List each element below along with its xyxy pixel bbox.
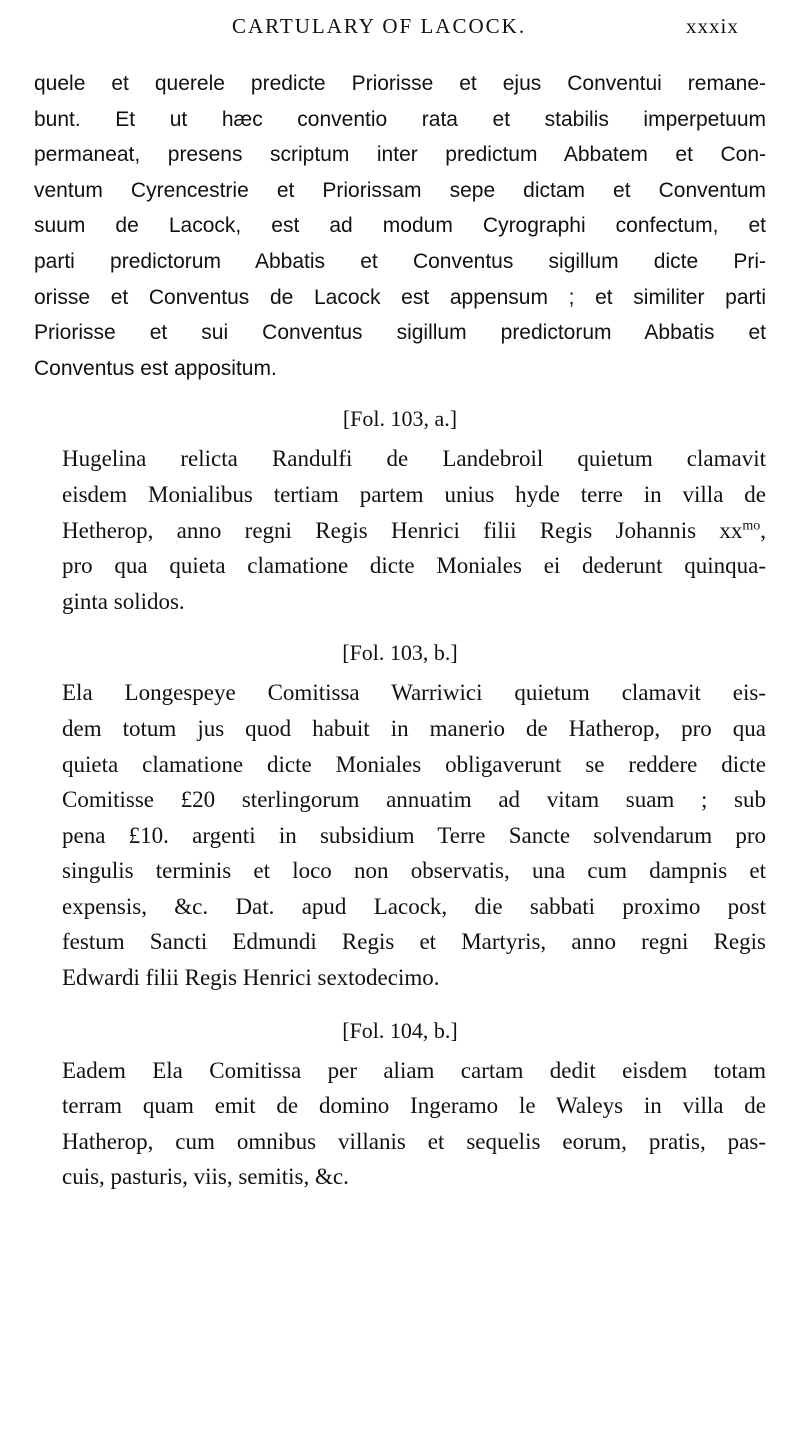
paragraph-3	[34, 675, 766, 995]
text-line: eisdem Monialibus tertiam partem unius hyde terre in villa de	[62, 481, 766, 507]
text-line: Ela Longespeye Comitissa Warriwici quietum clamavit eis-	[62, 680, 766, 706]
text-line: cuis, pasturis, viis, semitis, &c.	[62, 1164, 349, 1190]
paragraph-2	[34, 441, 766, 619]
text-line: pena £10. argenti in subsidium Terre Sancte solvendarum pro	[62, 822, 766, 848]
folio-reference: [Fol. 103, a.]	[342, 406, 458, 432]
paragraph-1	[34, 66, 766, 386]
text-line: Comitisse £20 sterlingorum annuatim ad vitam suam ; sub	[62, 787, 766, 813]
text-line: dem totum jus quod habuit in manerio de Hatherop, pro qua	[62, 715, 766, 741]
text-segment: Hetherop, anno regni Regis Henrici filii Regis Johannis xx	[62, 517, 743, 543]
running-head	[0, 14, 800, 44]
page-number: xxxix	[686, 14, 739, 38]
text-line: Eadem Ela Comitissa per aliam cartam dedit eisdem totam	[62, 1057, 766, 1083]
folio-reference: [Fol. 104, b.]	[342, 1017, 458, 1043]
text-line: Priorisse et sui Conventus sigillum predictorum Abbatis et	[34, 321, 766, 345]
running-title: CARTULARY OF LACOCK.	[232, 14, 527, 38]
text-line: ventum Cyrencestrie et Priorissam sepe dictam et Conventum	[34, 178, 766, 202]
text-line: singulis terminis et loco non observatis, una cum dampnis et	[62, 858, 766, 884]
folio-reference: [Fol. 103, b.]	[342, 640, 458, 666]
text-line: suum de Lacock, est ad modum Cyrographi confectum, et	[34, 214, 766, 238]
text-line: Hugelina relicta Randulfi de Landebroil quietum clamavit	[62, 446, 766, 472]
text-line: ginta solidos.	[62, 588, 185, 614]
text-line: Edwardi filii Regis Henrici sextodecimo.	[62, 965, 440, 991]
superscript: mo	[742, 517, 761, 533]
text-line: quieta clamatione dicte Moniales obligaverunt se reddere dicte	[62, 751, 766, 777]
text-line: pro qua quieta clamatione dicte Moniales ei dederunt quinqua-	[62, 553, 766, 579]
text-line: expensis, &c. Dat. apud Lacock, die sabbati proximo post	[62, 893, 766, 919]
text-line: permaneat, presens scriptum inter predictum Abbatem et Con-	[34, 143, 766, 167]
text-line: Conventus est appositum.	[34, 356, 277, 380]
paragraph-4	[34, 1053, 766, 1195]
text-line: festum Sancti Edmundi Regis et Martyris, anno regni Regis	[62, 929, 766, 955]
text-segment: ,	[760, 517, 766, 543]
text-line: bunt. Et ut hæc conventio rata et stabilis imperpetuum	[34, 107, 766, 131]
body-text	[34, 66, 766, 1195]
text-line: quele et querele predicte Priorisse et ejus Conventui remane-	[34, 72, 766, 95]
text-line	[34, 513, 766, 549]
text-line: parti predictorum Abbatis et Conventus sigillum dicte Pri-	[34, 249, 766, 273]
text-line: orisse et Conventus de Lacock est appensum ; et similiter parti	[34, 285, 766, 309]
text-line: Hatherop, cum omnibus villanis et sequelis eorum, pratis, pas-	[62, 1128, 766, 1154]
text-line: terram quam emit de domino Ingeramo le Waleys in villa de	[62, 1093, 766, 1119]
